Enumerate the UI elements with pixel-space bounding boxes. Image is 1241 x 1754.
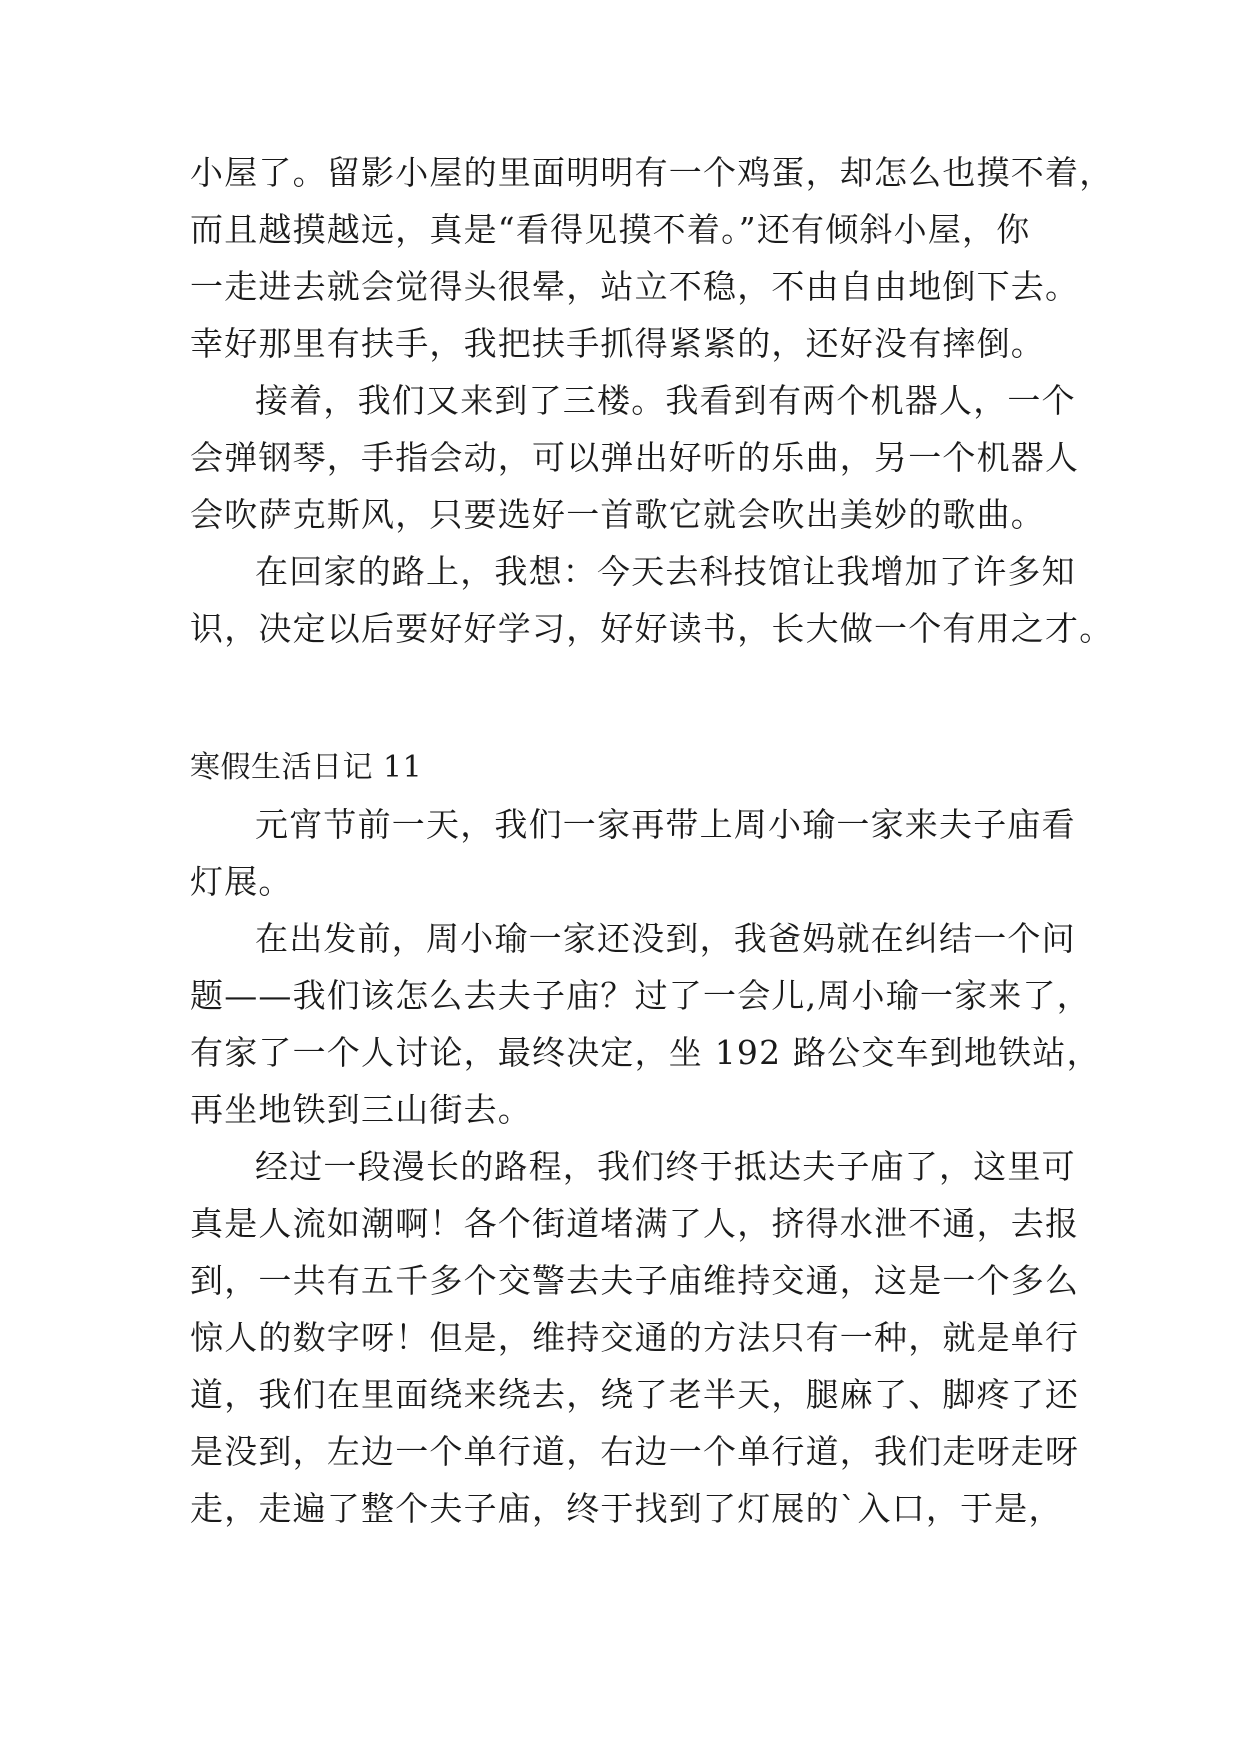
text-line: 在出发前，周小瑜一家还没到，我爸妈就在纠结一个问 [255,919,1076,958]
text-line: 灯展。 [190,862,293,901]
text-line: 接着，我们又来到了三楼。我看到有两个机器人，一个 [255,381,1076,420]
text-line: 再坐地铁到三山街去。 [190,1090,532,1129]
text-line: 会吹萨克斯风，只要选好一首歌它就会吹出美妙的歌曲。 [190,495,1045,534]
text-line: 识，决定以后要好好学习，好好读书，长大做一个有用之才。 [190,609,1114,648]
text-line: 会弹钢琴，手指会动，可以弹出好听的乐曲，另一个机器人 [190,438,1080,477]
text-line: 经过一段漫长的路程，我们终于抵达夫子庙了，这里可 [255,1147,1076,1186]
text-line: 在回家的路上，我想：今天去科技馆让我增加了许多知 [255,552,1076,591]
section-title: 寒假生活日记 11 [190,750,423,785]
text-line: 而且越摸越远，真是“看得见摸不着。”还有倾斜小屋，你 [190,210,1031,249]
text-line: 元宵节前一天，我们一家再带上周小瑜一家来夫子庙看 [255,805,1076,844]
text-line: 小屋了。留影小屋的里面明明有一个鸡蛋，却怎么也摸不着， [190,153,1114,192]
text-line: 是没到，左边一个单行道，右边一个单行道，我们走呀走呀 [190,1432,1080,1471]
text-line: 到，一共有五千多个交警去夫子庙维持交通，这是一个多么 [190,1261,1080,1300]
text-line: 题——我们该怎么去夫子庙？过了一会儿,周小瑜一家来了， [190,976,1091,1015]
text-line: 道，我们在里面绕来绕去，绕了老半天，腿麻了、脚疼了还 [190,1375,1080,1414]
text-line: 走，走遍了整个夫子庙，终于找到了灯展的`入口，于是， [190,1489,1063,1528]
text-line: 幸好那里有扶手，我把扶手抓得紧紧的，还好没有摔倒。 [190,324,1045,363]
text-line: 真是人流如潮啊！各个街道堵满了人，挤得水泄不通，去报 [190,1204,1080,1243]
text-line: 有家了一个人讨论，最终决定，坐 192 路公交车到地铁站， [190,1033,1101,1072]
text-line: 一走进去就会觉得头很晕，站立不稳，不由自由地倒下去。 [190,267,1080,306]
text-line: 惊人的数字呀！但是，维持交通的方法只有一种，就是单行 [190,1318,1080,1357]
